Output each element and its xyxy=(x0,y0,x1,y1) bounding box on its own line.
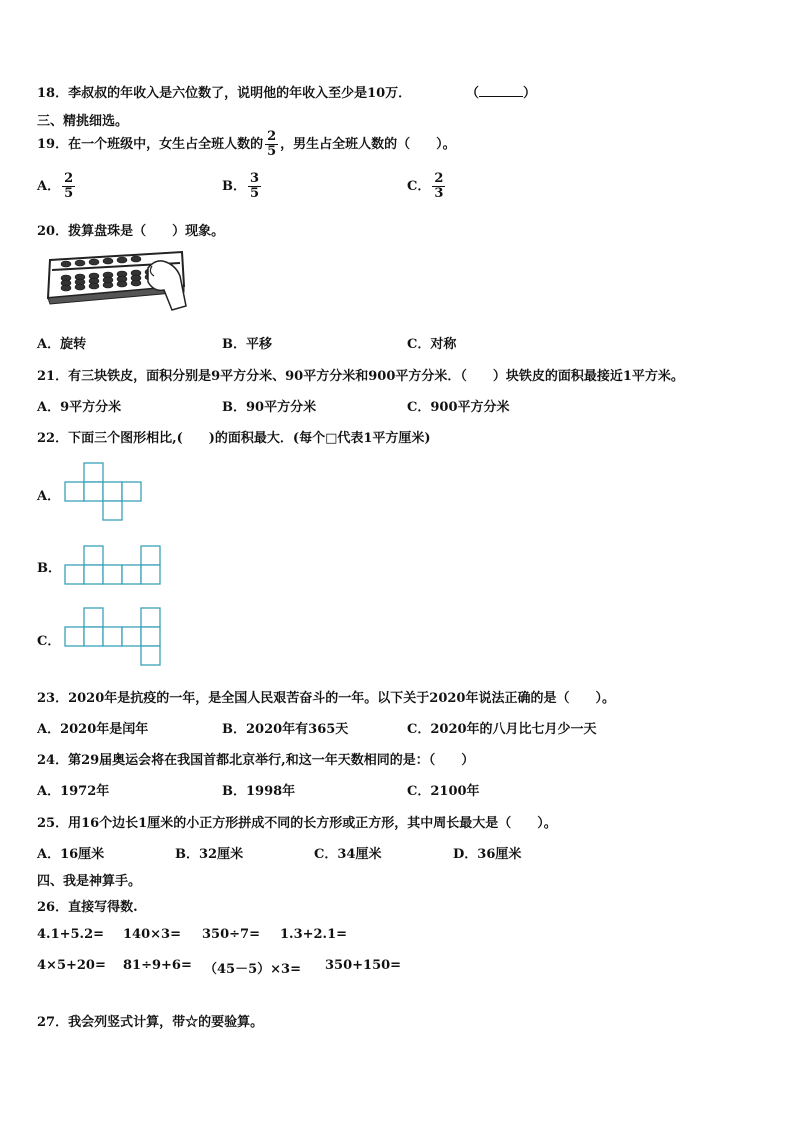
q26-problem: 140×3= xyxy=(123,927,181,942)
q23-option-c[interactable]: C．2020年的八月比七月少一天 xyxy=(407,722,597,737)
question-20: 20．拨算盘珠是（ ）现象。 xyxy=(37,224,225,239)
q19-text-pre: 19．在一个班级中，女生占全班人数的 xyxy=(37,137,264,152)
q26-problem: 4×5+20= xyxy=(37,958,106,973)
q22-shape-a[interactable] xyxy=(64,462,144,522)
question-27: 27．我会列竖式计算，带☆的要验算。 xyxy=(37,1015,264,1030)
q26-problem: 81÷9+6= xyxy=(123,958,192,973)
q19-option-c-fraction: $\frac{2}{3}$ xyxy=(434,171,444,201)
q25-option-d[interactable]: D．36厘米 xyxy=(453,847,522,862)
q26-problem: 4.1+5.2= xyxy=(37,927,105,942)
q18-paren-close: ） xyxy=(523,86,537,101)
q19-option-a[interactable]: A． $\frac{2}{5}$ xyxy=(37,171,74,201)
q24-option-a[interactable]: A．1972年 xyxy=(37,784,110,799)
q26-problem: 1.3+2.1= xyxy=(280,927,348,942)
section-3-heading: 三、精挑细选。 xyxy=(37,114,129,129)
q19-fraction: $\frac{2}{5}$ xyxy=(267,129,277,159)
q24-option-b[interactable]: B．1998年 xyxy=(222,784,296,799)
question-23: 23．2020年是抗疫的一年，是全国人民艰苦奋斗的一年。以下关于2020年说法正确的是（ ）。 xyxy=(37,691,615,706)
q19-option-c[interactable]: C． $\frac{2}{3}$ xyxy=(407,171,444,201)
q26-problem: 350÷7= xyxy=(202,927,260,942)
question-24: 24．第29届奥运会将在我国首都北京举行,和这一年天数相同的是：（ ） xyxy=(37,753,475,768)
q25-option-a[interactable]: A．16厘米 xyxy=(37,847,105,862)
q20-option-b[interactable]: B．平移 xyxy=(222,337,272,352)
question-26: 26．直接写得数. xyxy=(37,900,138,915)
q22-label-c[interactable]: C． xyxy=(37,634,61,649)
q19-option-b[interactable]: B． $\frac{3}{5}$ xyxy=(222,171,260,201)
question-19 xyxy=(37,130,456,159)
q21-option-a[interactable]: A．9平方分米 xyxy=(37,400,122,415)
question-22: 22．下面三个图形相比,( )的面积最大．(每个□代表1平方厘米) xyxy=(37,431,431,446)
q25-option-b[interactable]: B．32厘米 xyxy=(175,847,244,862)
q18-paren-open: （ xyxy=(466,86,480,101)
q22-label-b[interactable]: B． xyxy=(37,561,61,576)
q18-text: 18．李叔叔的年收入是六位数了，说明他的年收入至少是10万． xyxy=(37,86,412,101)
q18-answer-blank[interactable] xyxy=(466,82,536,101)
question-18 xyxy=(37,82,411,101)
section-4-heading: 四、我是神算手。 xyxy=(37,874,142,889)
q26-problem: （45－5）×3= xyxy=(204,962,301,977)
question-25: 25．用16个边长1厘米的小正方形拼成不同的长方形或正方形，其中周长最大是（ ）。 xyxy=(37,816,557,831)
q22-shape-b[interactable] xyxy=(64,545,164,587)
q21-option-c[interactable]: C．900平方分米 xyxy=(407,400,510,415)
q23-option-a[interactable]: A．2020年是闰年 xyxy=(37,722,149,737)
q20-option-a[interactable]: A．旋转 xyxy=(37,337,87,352)
q21-option-b[interactable]: B．90平方分米 xyxy=(222,400,317,415)
abacus-illustration xyxy=(44,246,190,316)
q19-option-b-fraction: $\frac{3}{5}$ xyxy=(250,171,260,201)
q24-option-c[interactable]: C．2100年 xyxy=(407,784,480,799)
question-21: 21．有三块铁皮，面积分别是9平方分米、90平方分米和900平方分米．（ ）块铁皮的面积最接近1平方米。 xyxy=(37,369,684,384)
q22-shape-c[interactable] xyxy=(64,607,164,667)
q20-option-c[interactable]: C．对称 xyxy=(407,337,457,352)
q26-problem: 350+150= xyxy=(325,958,402,973)
q23-option-b[interactable]: B．2020年有365天 xyxy=(222,722,349,737)
q19-option-a-fraction: $\frac{2}{5}$ xyxy=(64,171,74,201)
q22-label-a[interactable]: A． xyxy=(37,489,61,504)
q25-option-c[interactable]: C．34厘米 xyxy=(314,847,382,862)
q19-text-post: ，男生占全班人数的（ ）。 xyxy=(280,137,456,152)
